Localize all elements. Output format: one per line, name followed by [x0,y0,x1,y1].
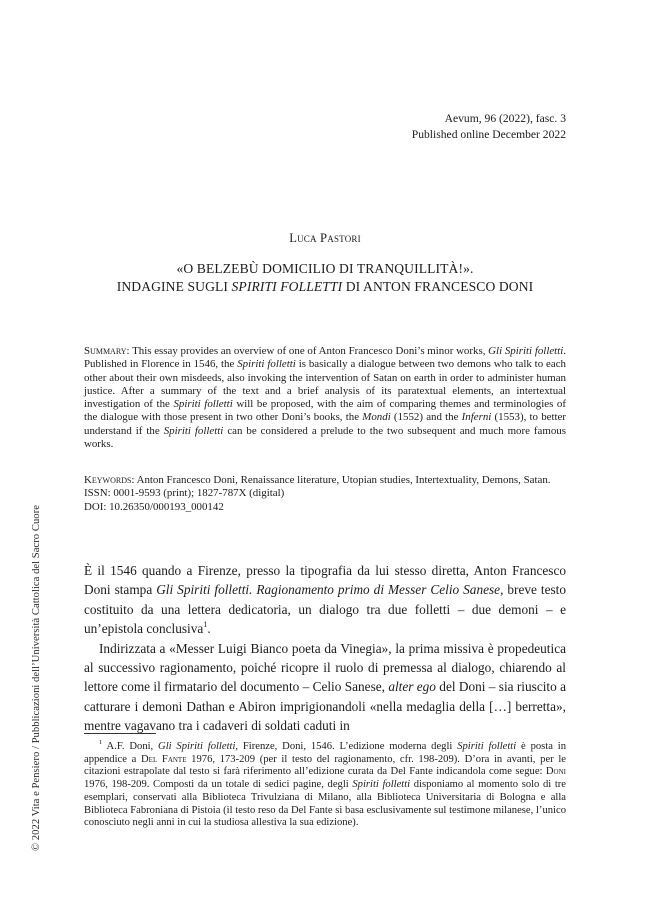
keywords-label: Keywords: [84,474,135,486]
footnote-number: 1 [99,738,103,746]
footnote-divider [84,733,156,734]
footnote-text: $^1$ A.F. Doni, Gli Spiriti folletti, Firenze, Doni, 1546. L’edizione moderna degli Spiriti folletti è posta in appendice a Del Fante 1976, 173-209 (per il testo del ragionamento, cfr. 198-209). D’ora in avanti, per le citazioni estrapolate dal testo si farà riferimento all’edizione curata da Del Fante indicandola come segue: Doni 1976, 198-209. Composti da un totale di sedici pagine, degli Spiriti folletti disponiamo al momento solo di tre esemplari, conservati alla Biblioteca Trivulziana di Milano, alla Biblioteca Universitaria di Bologna e alla Biblioteca Fabroniana di Pistoia (il testo reso da Del Fante si basa esclusivamente sul testimone milanese, l’unico conosciuto negli anni in cui la studiosa allestiva la sua edizione). [84,738,567,829]
body-paragraph-1: È il 1546 quando a Firenze, presso la tipografia da lui stesso diretta, Anton Francesco Doni stampa Gli Spiriti folletti. Ragionamento primo di Messer Celio Sanese, breve testo costituito da una lettera dedicatoria, un dialogo tra due folletti – due demoni – e un’epistola conclusiva$^1$. [84,563,566,637]
copyright-sidebar: © 2022 Vita e Pensiero / Pubblicazioni dell’Università Cattolica del Sacro Cuore [30,505,42,851]
issn: ISSN: 0001-9593 (print); 1827-787X (digital) [84,487,285,500]
keywords-block [84,474,566,514]
publication-date: Published online December 2022 [411,127,566,141]
footnote-marker: 1 [203,619,208,629]
body-paragraph-2: Indirizzata a «Messer Luigi Bianco poeta da Vinegia», la prima missiva è propedeutica al successivo ragionamento, poiché ricopre il ruolo di premessa al dialogo, chiarendo al lettore come il firmatario del documento – Celio Sanese, alter ego del Doni – sia riuscito a catturare i demoni Dathan e Abiron imprigionandoli «nella medaglia della […] berretta», mentre vagavano tra i cadaveri di soldati caduti in [84,640,566,734]
body-text [84,561,566,736]
title-line-1: «O BELZEBÙ DOMICILIO DI TRANQUILLITÀ!». [176,261,474,276]
journal-volume: Aevum, 96 (2022), fasc. 3 [444,112,566,125]
summary-block [84,345,566,451]
article-title [0,260,650,296]
summary-text: Summary: This essay provides an overview of one of Anton Francesco Doni’s minor works, Gli Spiriti folletti. Published in Florence in 1546, the Spiriti folletti is basically a dialogue between two demons who talk to each other about their own misdeeds, also invoking the intervention of Satan on earth in order to administer human justice. After a summary of the text and a brief analysis of its paratextual elements, an intertextual investigation of the Spiriti folletti will be proposed, with the aim of comparing themes and terminologies of the dialogue with those present in two other Doni’s books, the Mondi (1552) and the Inferni (1553), to better understand if the Spiriti folletti can be considered a prelude to the two subsequent and much more famous works. [84,345,567,451]
summary-label: Summary: [84,345,130,357]
keywords-text: Keywords: Anton Francesco Doni, Renaissance literature, Utopian studies, Intertextuality, Demons, Satan. [84,474,551,486]
title-line-2: INDAGINE SUGLI SPIRITI FOLLETTI DI ANTON FRANCESCO DONI [116,279,534,294]
author-name: Luca Pastori [289,231,361,245]
journal-citation [412,111,566,142]
footnote [84,738,567,830]
doi: DOI: 10.26350/000193_000142 [84,500,224,513]
